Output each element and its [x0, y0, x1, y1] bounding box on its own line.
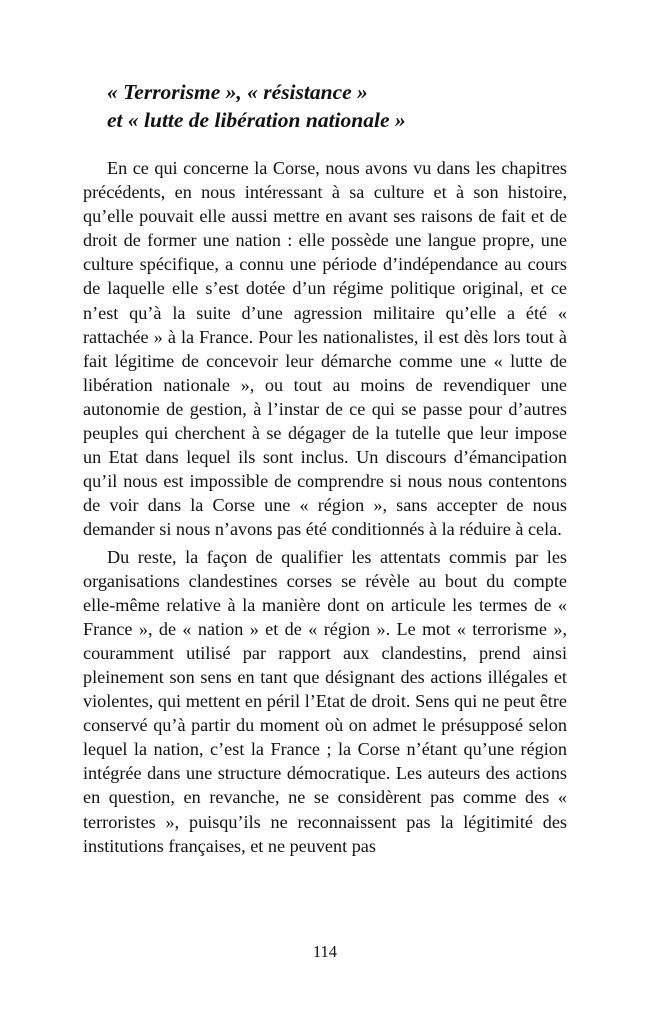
chapter-heading-line-1: « Terrorisme », « résistance »: [107, 80, 368, 104]
chapter-heading: [107, 78, 567, 134]
paragraph-2: Du reste, la façon de qualifier les attentats commis par les organisations clandestines corses se révèle au bout du compte elle-même relative à la manière dont on articule les termes de « France », de « nation » et de « région ». Le mot « terrorisme », couramment utilisé par rapport aux clandestins, prend ainsi pleinement son sens en tant que désignant des actions illégales et violentes, qui mettent en péril l’Etat de droit. Sens qui ne peut être conservé qu’à partir du moment où on admet le présupposé selon lequel la nation, c’est la France ; la Corse n’étant qu’une région intégrée dans une structure démocratique. Les auteurs des actions en question, en revanche, ne se considèrent pas comme des « terroristes », puisqu’ils ne reconnaissent pas la légitimité des institutions françaises, et ne peuvent pas: [83, 546, 567, 856]
chapter-heading-line-2: et « lutte de libération nationale »: [107, 108, 406, 132]
page-number: 114: [312, 942, 338, 961]
page-content: [83, 78, 567, 858]
body-text: [83, 156, 567, 858]
paragraph-1: En ce qui concerne la Corse, nous avons vu dans les chapitres précédents, en nous intéressant à sa culture et à son histoire, qu’elle pouvait elle aussi mettre en avant ses raisons de fait et de droit de former une nation : elle possède une langue propre, une culture spécifique, a connu une période d’indépendance au cours de laquelle elle s’est dotée d’un régime politique original, et ce n’est qu’à la suite d’une agression militaire qu’elle a été « rattachée » à la France. Pour les nationalistes, il est dès lors tout à fait légitime de concevoir leur démarche comme une « lutte de libération nationale », ou tout au moins de revendiquer une autonomie de gestion, à l’instar de ce qui se passe pour d’autres peuples qui cherchent à se dégager de la tutelle que leur impose un Etat dans lequel ils sont inclus. Un discours d’émancipation qu’il nous est impossible de comprendre si nous nous contentons de voir dans la Corse une « région », sans accepter de nous demander si nous n’avons pas été conditionnés à la réduire à cela.: [83, 158, 567, 540]
